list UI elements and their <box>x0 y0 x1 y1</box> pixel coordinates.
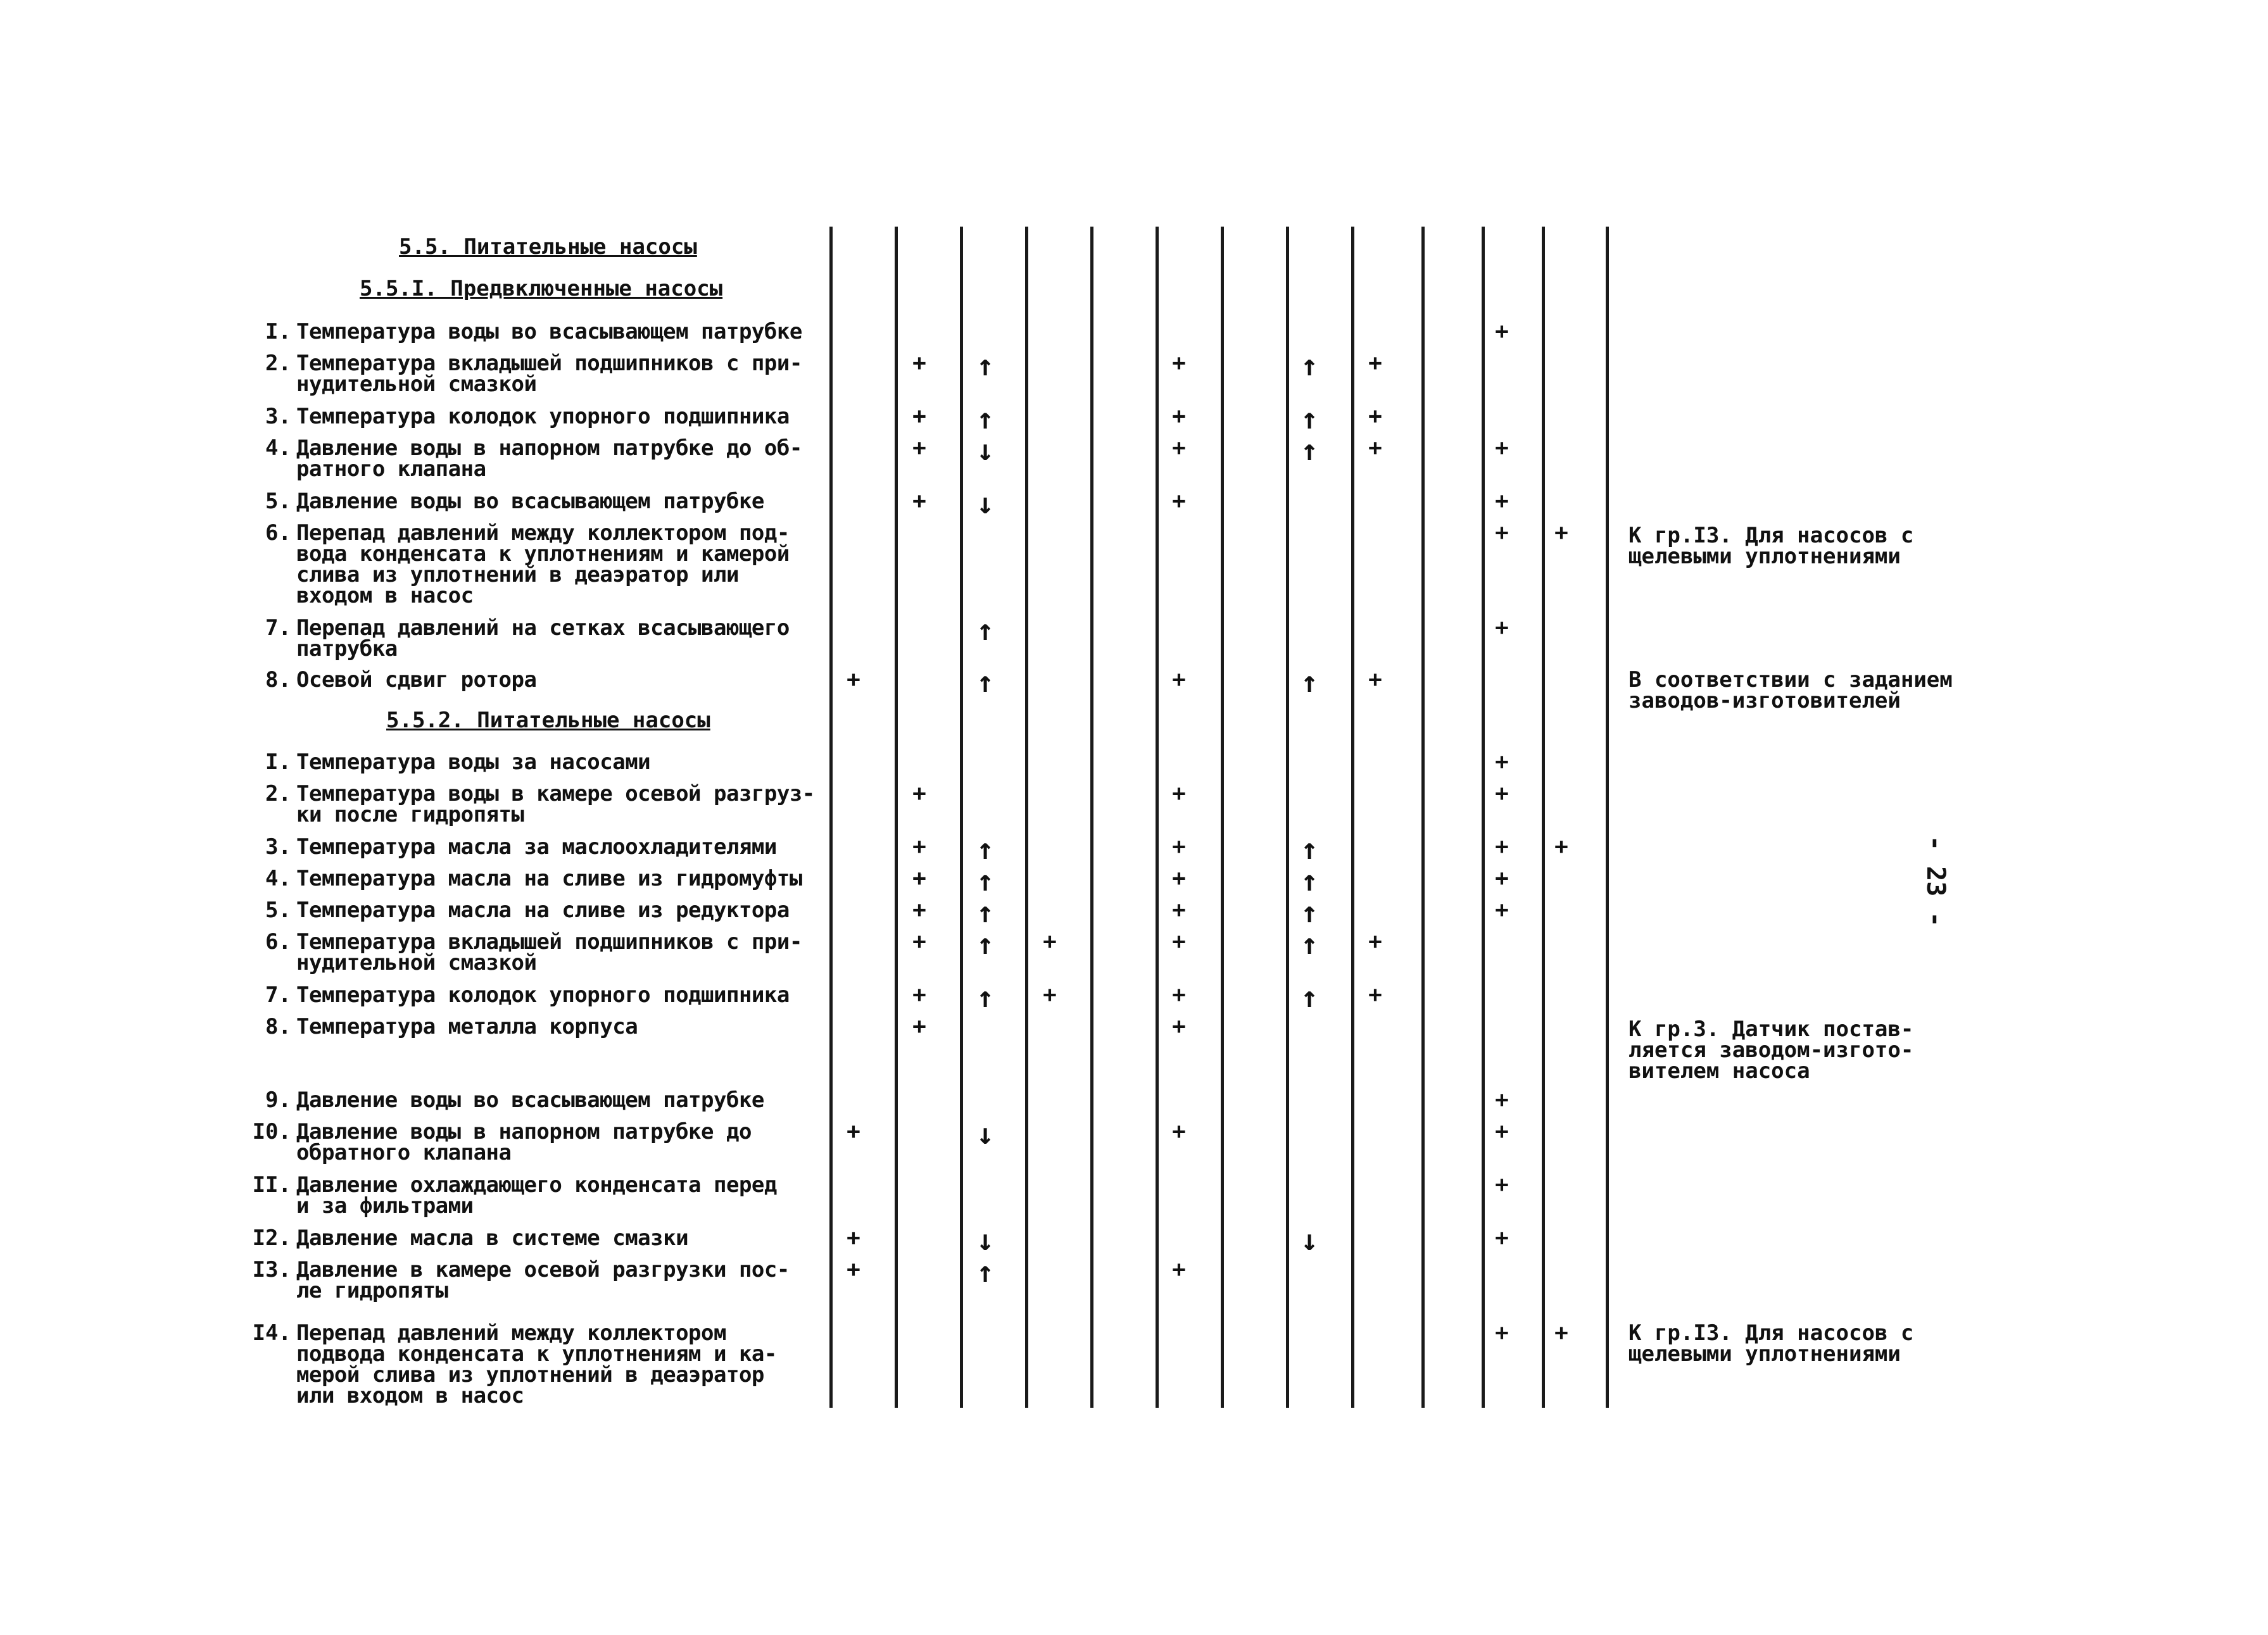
column-rule <box>829 227 833 1408</box>
row-description: Температура масла на сливе из редуктора <box>296 898 790 923</box>
arrow-up-mark: ↑ <box>976 401 994 435</box>
page-number: - 23 - <box>1921 836 1950 927</box>
plus-mark: + <box>1495 834 1509 860</box>
row-description: Давление охлаждающего конденсата перед и за фильтрами <box>296 1172 777 1218</box>
plus-mark: + <box>1172 350 1186 376</box>
plus-mark: + <box>912 435 926 461</box>
row-number: 3. <box>265 404 291 429</box>
row-number: I. <box>265 749 291 775</box>
plus-mark: + <box>1495 897 1509 923</box>
plus-mark: + <box>1172 834 1186 860</box>
row-description: Давление воды в напорном патрубке до об- ратного клапана <box>296 435 802 482</box>
plus-mark: + <box>1172 982 1186 1008</box>
arrow-up-mark: ↑ <box>976 895 994 929</box>
plus-mark: + <box>1172 929 1186 955</box>
arrow-down-mark: ↓ <box>976 433 994 467</box>
row-description: Температура масла за маслоохладителями <box>296 834 777 860</box>
row-description: Температура колодок упорного подшипника <box>296 982 790 1008</box>
column-rule <box>960 227 963 1408</box>
row-number: 2. <box>265 781 291 806</box>
row-number: 8. <box>265 667 291 692</box>
arrow-up-mark: ↑ <box>1301 863 1318 898</box>
row-number: 3. <box>265 834 291 860</box>
plus-mark: + <box>1172 1118 1186 1144</box>
row-description: Перепад давлений на сетках всасывающего патрубка <box>296 615 790 661</box>
row-number: I3. <box>252 1257 291 1282</box>
plus-mark: + <box>1368 435 1382 461</box>
section-heading: 5.5. Питательные насосы <box>399 234 697 260</box>
row-description: Температура металла корпуса <box>296 1014 638 1039</box>
row-description: Температура масла на сливе из гидромуфты <box>296 866 802 891</box>
row-number: 6. <box>265 929 291 955</box>
row-description: Температура воды в камере осевой разгруз- ки после гидропяты <box>296 781 815 827</box>
plus-mark: + <box>847 1256 860 1282</box>
plus-mark: + <box>1495 1172 1509 1198</box>
plus-mark: + <box>1368 929 1382 955</box>
row-description: Перепад давлений между коллектором под- вода конденсата к уплотнениям и камерой слива из уплотнений в деаэратор или входом в насос <box>296 520 790 608</box>
arrow-up-mark: ↑ <box>976 863 994 898</box>
plus-mark: + <box>912 488 926 514</box>
row-description: Давление воды во всасывающем патрубке <box>296 1087 764 1113</box>
row-note: К гр.I3. Для насосов с щелевыми уплотнениями <box>1629 1320 1914 1367</box>
plus-mark: + <box>847 1225 860 1251</box>
column-rule <box>1421 227 1425 1408</box>
arrow-up-mark: ↑ <box>976 1255 994 1289</box>
arrow-up-mark: ↑ <box>976 348 994 382</box>
column-rule <box>1286 227 1289 1408</box>
arrow-up-mark: ↑ <box>976 832 994 866</box>
plus-mark: + <box>1172 1013 1186 1039</box>
plus-mark: + <box>1554 1320 1568 1346</box>
row-number: 2. <box>265 351 291 376</box>
row-number: II. <box>252 1172 291 1198</box>
row-number: 8. <box>265 1014 291 1039</box>
plus-mark: + <box>1495 1225 1509 1251</box>
arrow-down-mark: ↓ <box>1301 1223 1318 1257</box>
arrow-up-mark: ↑ <box>1301 401 1318 435</box>
row-description: Давление в камере осевой разгрузки пос- ле гидропяты <box>296 1257 790 1303</box>
arrow-up-mark: ↑ <box>976 613 994 647</box>
plus-mark: + <box>847 667 860 692</box>
plus-mark: + <box>1554 834 1568 860</box>
row-note: К гр.I3. Для насосов с щелевыми уплотнениями <box>1629 523 1914 569</box>
plus-mark: + <box>1495 520 1509 546</box>
plus-mark: + <box>1368 667 1382 692</box>
row-number: 5. <box>265 898 291 923</box>
column-rule <box>1156 227 1159 1408</box>
subsection-heading-feed: 5.5.2. Питательные насосы <box>386 708 710 733</box>
row-number: I0. <box>252 1119 291 1144</box>
plus-mark: + <box>1495 1087 1509 1113</box>
plus-mark: + <box>912 780 926 806</box>
row-description: Температура вкладышей подшипников с при- нудительной смазкой <box>296 929 802 975</box>
plus-mark: + <box>1172 488 1186 514</box>
plus-mark: + <box>912 929 926 955</box>
plus-mark: + <box>1368 403 1382 429</box>
row-description: Давление масла в системе смазки <box>296 1225 689 1251</box>
plus-mark: + <box>912 982 926 1008</box>
row-description: Температура колодок упорного подшипника <box>296 404 790 429</box>
row-description: Температура воды во всасывающем патрубке <box>296 319 802 344</box>
row-number: 7. <box>265 615 291 641</box>
subsection-heading-preliminary: 5.5.I. Предвключенные насосы <box>360 276 723 301</box>
plus-mark: + <box>1495 1118 1509 1144</box>
plus-mark: + <box>1495 435 1509 461</box>
row-description: Осевой сдвиг ротора <box>296 667 537 692</box>
plus-mark: + <box>1172 403 1186 429</box>
column-rule <box>1090 227 1093 1408</box>
row-description: Температура вкладышей подшипников с при- нудительной смазкой <box>296 351 802 397</box>
column-rule <box>1542 227 1545 1408</box>
row-description: Температура воды за насосами <box>296 749 651 775</box>
plus-mark: + <box>912 897 926 923</box>
row-number: 4. <box>265 435 291 461</box>
plus-mark: + <box>912 834 926 860</box>
plus-mark: + <box>912 865 926 891</box>
plus-mark: + <box>1172 667 1186 692</box>
arrow-up-mark: ↑ <box>1301 348 1318 382</box>
plus-mark: + <box>912 1013 926 1039</box>
plus-mark: + <box>847 1118 860 1144</box>
row-description: Давление воды во всасывающем патрубке <box>296 489 764 514</box>
row-description: Перепад давлений между коллектором подвода конденсата к уплотнениям и ка- мерой слива из уплотнений в деаэратор или входом в насос <box>296 1320 777 1408</box>
row-number: 6. <box>265 520 291 546</box>
plus-mark: + <box>1554 520 1568 546</box>
row-note: В соответствии с заданием заводов-изготовителей <box>1629 667 1953 713</box>
plus-mark: + <box>1495 1320 1509 1346</box>
row-note: К гр.3. Датчик постав- ляется заводом-изгото- вителем насоса <box>1629 1017 1914 1084</box>
plus-mark: + <box>912 403 926 429</box>
column-rule <box>1351 227 1354 1408</box>
row-number: 5. <box>265 489 291 514</box>
plus-mark: + <box>1495 615 1509 641</box>
plus-mark: + <box>1495 865 1509 891</box>
plus-mark: + <box>1043 982 1057 1008</box>
plus-mark: + <box>1495 318 1509 344</box>
row-number: 7. <box>265 982 291 1008</box>
plus-mark: + <box>1043 929 1057 955</box>
plus-mark: + <box>1172 1256 1186 1282</box>
plus-mark: + <box>1172 435 1186 461</box>
arrow-up-mark: ↑ <box>1301 980 1318 1014</box>
plus-mark: + <box>1368 982 1382 1008</box>
row-number: I4. <box>252 1320 291 1346</box>
column-rule <box>895 227 898 1408</box>
arrow-up-mark: ↑ <box>1301 433 1318 467</box>
plus-mark: + <box>1172 897 1186 923</box>
plus-mark: + <box>1368 350 1382 376</box>
column-rule <box>1025 227 1028 1408</box>
arrow-up-mark: ↑ <box>976 927 994 961</box>
plus-mark: + <box>1172 865 1186 891</box>
column-rule <box>1606 227 1609 1408</box>
row-number: I2. <box>252 1225 291 1251</box>
arrow-up-mark: ↑ <box>1301 665 1318 699</box>
column-rule <box>1221 227 1224 1408</box>
arrow-up-mark: ↑ <box>1301 895 1318 929</box>
arrow-down-mark: ↓ <box>976 486 994 520</box>
plus-mark: + <box>912 350 926 376</box>
row-number: I. <box>265 319 291 344</box>
row-number: 9. <box>265 1087 291 1113</box>
plus-mark: + <box>1495 780 1509 806</box>
column-rule <box>1482 227 1485 1408</box>
plus-mark: + <box>1495 749 1509 775</box>
arrow-down-mark: ↓ <box>976 1117 994 1151</box>
plus-mark: + <box>1495 488 1509 514</box>
arrow-up-mark: ↑ <box>1301 927 1318 961</box>
arrow-up-mark: ↑ <box>976 980 994 1014</box>
arrow-up-mark: ↑ <box>1301 832 1318 866</box>
plus-mark: + <box>1172 780 1186 806</box>
row-number: 4. <box>265 866 291 891</box>
arrow-down-mark: ↓ <box>976 1223 994 1257</box>
row-description: Давление воды в напорном патрубке до обратного клапана <box>296 1119 752 1165</box>
arrow-up-mark: ↑ <box>976 665 994 699</box>
